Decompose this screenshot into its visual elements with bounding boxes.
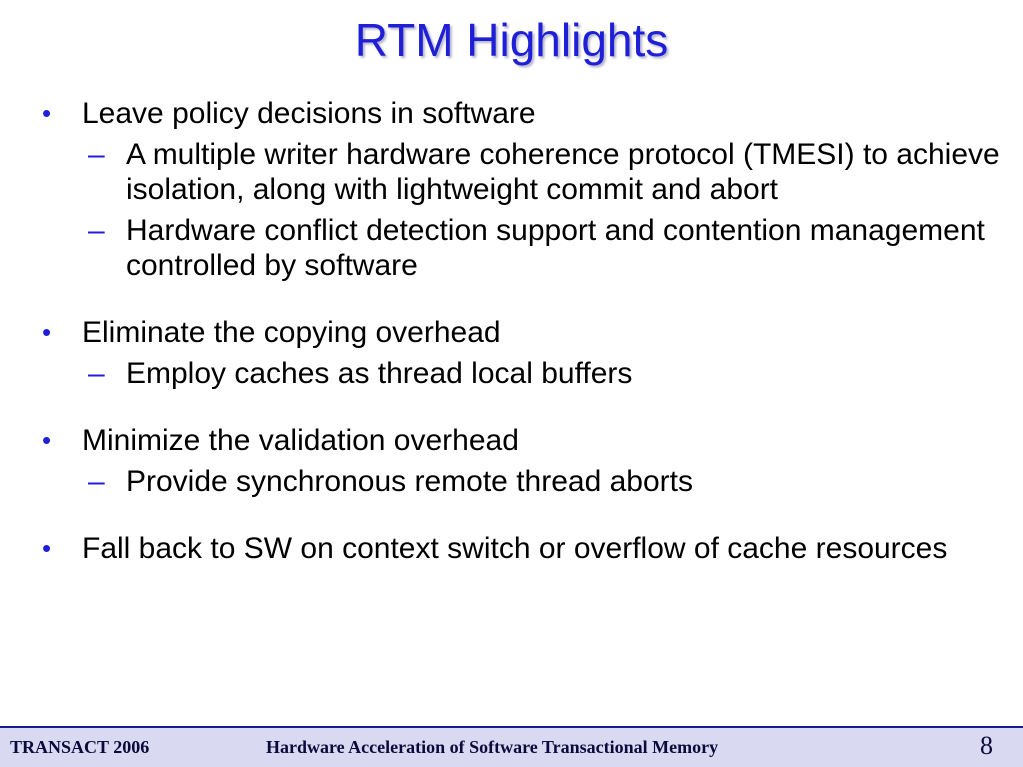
sub-bullet-marker: – [88,214,105,247]
slide-content [42,96,1017,566]
bullet-text: Leave policy decisions in software [82,97,536,130]
sub-bullet-marker: – [88,465,105,498]
sub-bullet-text: Provide synchronous remote thread aborts [126,465,693,498]
footer-conference: TRANSACT 2006 [10,737,150,757]
sub-bullet-item [88,137,1017,207]
sub-bullet-item [88,213,1017,283]
bullet-marker: • [42,533,52,563]
bullet-text: Eliminate the copying overhead [82,316,501,349]
bullet-marker: • [42,317,52,347]
bullet-item [42,315,1017,350]
sub-bullet-item [88,356,1017,391]
bullet-item [42,531,1017,566]
bullet-item [42,96,1017,131]
bullet-marker: • [42,425,52,455]
bullet-item [42,423,1017,458]
sub-bullet-marker: – [88,357,105,390]
bullet-block-2 [42,315,1017,391]
sub-bullet-text: Hardware conflict detection support and contention management controlled by software [126,214,985,282]
bullet-text: Minimize the validation overhead [82,424,519,457]
bullet-text: Fall back to SW on context switch or overflow of cache resources [82,532,948,565]
bullet-block-4 [42,531,1017,566]
page-number: 8 [980,731,993,760]
bullet-block-1 [42,96,1017,283]
sub-bullet-text: Employ caches as thread local buffers [126,357,633,390]
bullet-block-3 [42,423,1017,499]
sub-bullet-marker: – [88,138,105,171]
sub-bullet-text: A multiple writer hardware coherence protocol (TMESI) to achieve isolation, along with lightweight commit and abort [126,138,1000,206]
footer-talk-title: Hardware Acceleration of Software Transactional Memory [266,737,719,757]
bullet-marker: • [42,98,52,128]
footer-bar [0,726,1023,767]
sub-bullet-item [88,464,1017,499]
slide-title: RTM Highlights [354,14,669,66]
